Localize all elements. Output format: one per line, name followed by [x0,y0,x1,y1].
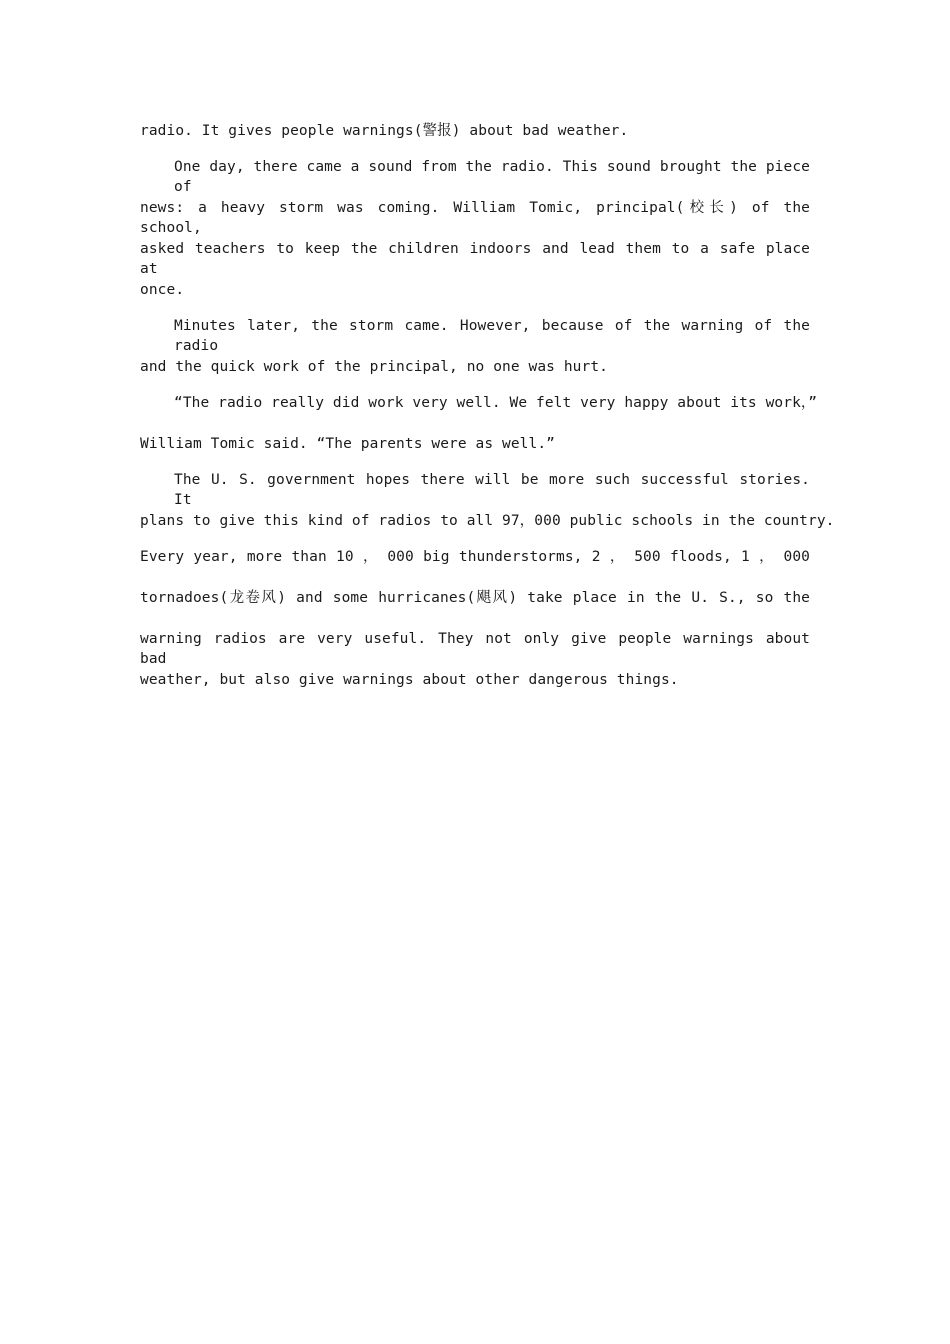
text-line: plans to give this kind of radios to all 97，000 public schools in the country. [140,513,835,529]
text-line: William Tomic said. “The parents were as well.” [140,436,555,452]
text-line: asked teachers to keep the children indoors and lead them to a safe place at [140,241,810,277]
text-line: news: a heavy storm was coming. William Tomic, principal(校长) of the school, [140,200,810,236]
paragraph-start-line: One day, there came a sound from the radio. This sound brought the piece of [174,159,810,195]
text-line: warning radios are very useful. They not only give people warnings about bad [140,631,810,667]
text-line: radio. It gives people warnings(警报) about bad weather. [140,123,629,139]
paragraph-start-line: Minutes later, the storm came. However, because of the warning of the radio [174,318,810,354]
article-text [140,121,835,690]
paragraph-start-line: The U. S. government hopes there will be more such successful stories. It [174,472,810,508]
text-line: once. [140,282,185,298]
text-line: weather, but also give warnings about other dangerous things. [140,672,679,688]
text-line: Every year, more than 10 ， 000 big thunderstorms, 2 ， 500 floods, 1 ， 000 [140,549,810,565]
text-line: and the quick work of the principal, no one was hurt. [140,359,608,375]
text-line: tornadoes(龙卷风) and some hurricanes(飓风) take place in the U. S., so the [140,590,810,606]
paragraph-start-line: “The radio really did work very well. We felt very happy about its work，” [174,395,818,411]
